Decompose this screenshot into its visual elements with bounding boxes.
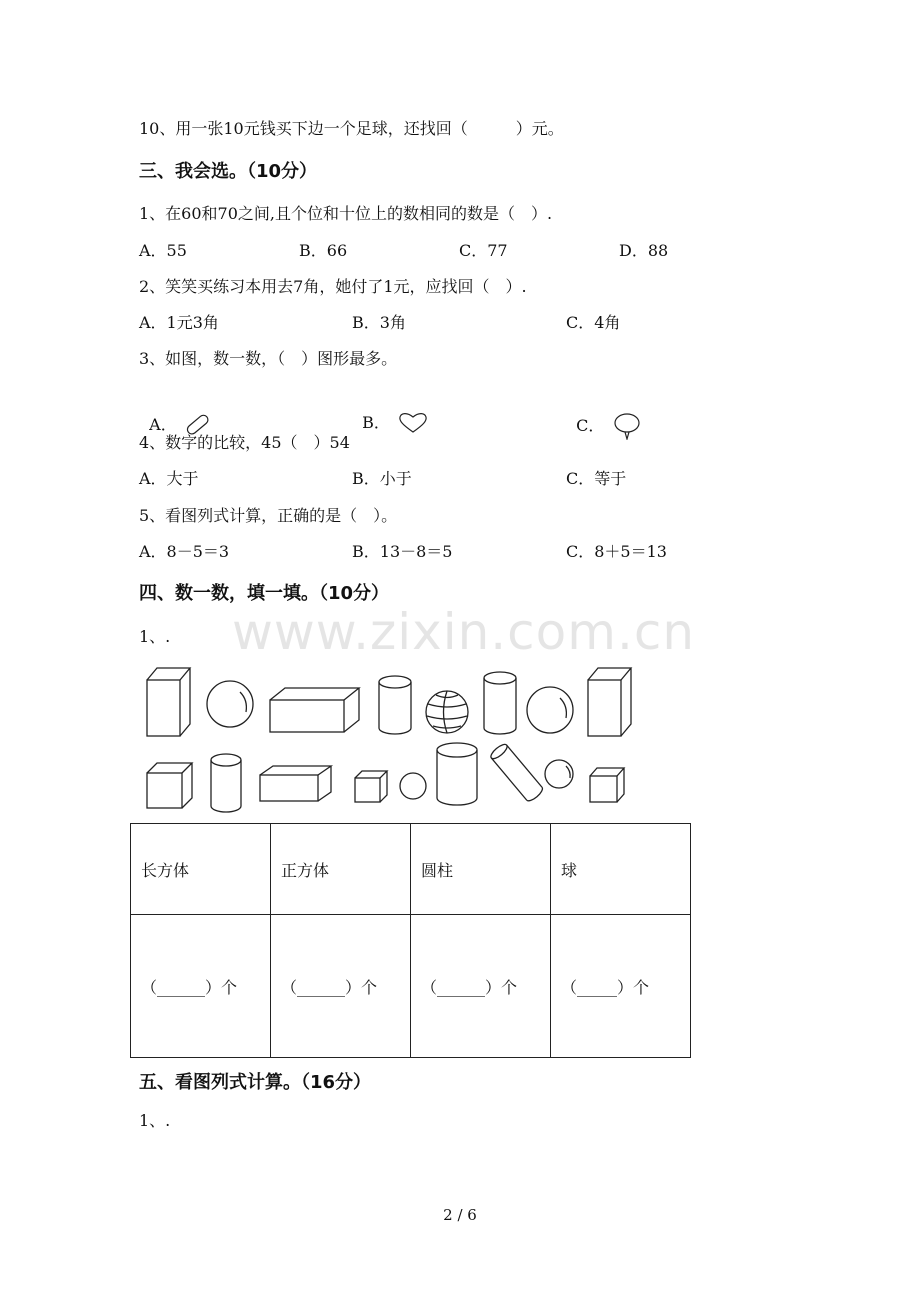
s3-q2-option-c: C．4角 <box>566 313 621 332</box>
sphere-1 <box>207 681 253 727</box>
cube-1 <box>147 763 192 808</box>
s3-q1-option-c: C．77 <box>459 241 508 260</box>
s3-q4-option-b: B．小于 <box>352 469 412 488</box>
watermark: www.zixin.com.cn <box>232 603 696 661</box>
s3-q1-option-b: B．66 <box>299 241 348 260</box>
cuboid-wide-2 <box>260 766 331 801</box>
header-sphere: 球 <box>551 824 691 915</box>
cube-3 <box>590 768 624 802</box>
s3-q3-option-b-label: B． <box>362 413 390 432</box>
cylinder-2 <box>484 672 516 734</box>
cylinder-4 <box>437 743 477 805</box>
sphere-4 <box>545 760 573 788</box>
cylinder-tilted <box>489 742 545 803</box>
answer-cuboid[interactable]: （______）个 <box>131 915 271 1058</box>
s3-q5-option-b: B．13－8＝5 <box>352 542 453 561</box>
s3-q4: 4、数字的比较，45（ ）54 <box>139 433 350 452</box>
s3-q3-option-a <box>139 390 211 438</box>
sphere-3 <box>400 773 426 799</box>
section-4-title: 四、数一数，填一填。（10分） <box>139 583 390 604</box>
sphere-2 <box>527 687 573 733</box>
s3-q2: 2、笑笑买练习本用去7角，她付了1元，应找回（ ）. <box>139 277 527 296</box>
s3-q3: 3、如图，数一数，（ ）图形最多。 <box>139 349 398 368</box>
shape-count-table <box>130 823 691 1058</box>
heart-shape-icon <box>398 412 428 434</box>
s3-q2-option-a: A．1元3角 <box>139 313 219 332</box>
s3-q4-option-c: C．等于 <box>566 469 627 488</box>
solid-shapes-figure <box>130 660 650 820</box>
header-cylinder: 圆柱 <box>411 824 551 915</box>
s3-q5: 5、看图列式计算，正确的是（ ）。 <box>139 506 398 525</box>
cylinder-3 <box>211 754 241 812</box>
cube-2 <box>355 771 387 802</box>
answer-sphere[interactable]: （_____）个 <box>551 915 691 1058</box>
s3-q5-option-a: A．8－5＝3 <box>139 542 230 561</box>
s3-q1: 1、在60和70之间,且个位和十位上的数相同的数是（ ）. <box>139 204 553 223</box>
s4-q1: 1、. <box>139 627 171 646</box>
s3-q3-option-a-label: A． <box>149 415 177 434</box>
s3-q3-option-b <box>352 390 428 434</box>
s5-q1: 1、. <box>139 1111 171 1130</box>
cuboid-wide-1 <box>270 688 359 732</box>
question-10: 10、用一张10元钱买下边一个足球，还找回（ ）元。 <box>139 119 564 138</box>
section-3-title: 三、我会选。（10分） <box>139 161 318 182</box>
s3-q4-option-a: A．大于 <box>139 469 199 488</box>
s3-q2-option-b: B．3角 <box>352 313 406 332</box>
cuboid-tall-1 <box>147 668 190 736</box>
page-number: 2 / 6 <box>443 1206 477 1224</box>
volleyball <box>426 691 468 733</box>
cuboid-tall-2 <box>588 668 631 736</box>
s3-q3-option-c-label: C． <box>576 416 605 435</box>
s3-q3-option-c <box>566 390 642 440</box>
s3-q1-option-d: D．88 <box>619 241 669 260</box>
header-cuboid: 长方体 <box>131 824 271 915</box>
header-cube: 正方体 <box>271 824 411 915</box>
section-5-title: 五、看图列式计算。（16分） <box>139 1072 372 1093</box>
s3-q5-option-c: C．8＋5＝13 <box>566 542 667 561</box>
s3-q1-option-a: A．55 <box>139 241 187 260</box>
answer-cylinder[interactable]: （______）个 <box>411 915 551 1058</box>
cylinder-1 <box>379 676 411 734</box>
answer-cube[interactable]: （______）个 <box>271 915 411 1058</box>
balloon-shape-icon <box>612 412 642 440</box>
